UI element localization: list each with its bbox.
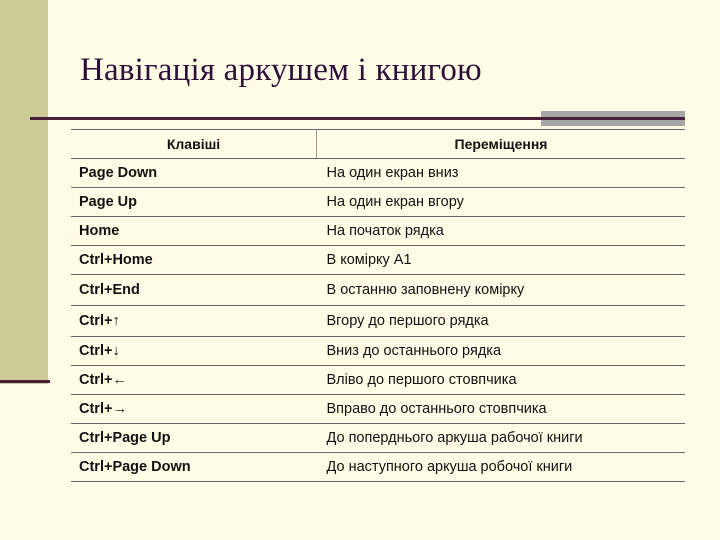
table-row: [71, 366, 685, 395]
title-accent-lower: [541, 120, 685, 126]
key-cell: Ctrl+↑: [71, 306, 317, 337]
action-cell: В комірку А1: [317, 246, 686, 275]
action-cell: До наступного аркуша робочої книги: [317, 453, 686, 482]
left-decorative-bar: [0, 0, 48, 384]
key-cell: Home: [71, 217, 317, 246]
key-cell: Page Down: [71, 159, 317, 188]
action-cell: На один екран вниз: [317, 159, 686, 188]
key-cell: Ctrl+←: [71, 366, 317, 395]
table-row: [71, 188, 685, 217]
action-cell: Вліво до першого стовпчика: [317, 366, 686, 395]
table-row: [71, 424, 685, 453]
key-cell: Ctrl+Page Up: [71, 424, 317, 453]
table-header-row: [71, 130, 685, 159]
key-cell: Ctrl+↓: [71, 337, 317, 366]
action-cell: На початок рядка: [317, 217, 686, 246]
table-row: [71, 337, 685, 366]
left-bar-rule: [0, 380, 50, 383]
action-cell: Вгору до першого рядка: [317, 306, 686, 337]
slide-title: Навігація аркушем і книгою: [80, 52, 482, 88]
table-row: [71, 395, 685, 424]
table-row: [71, 453, 685, 482]
key-cell: Ctrl+Page Down: [71, 453, 317, 482]
header-movement: Переміщення: [317, 130, 686, 159]
key-cell: Page Up: [71, 188, 317, 217]
table-row: [71, 275, 685, 306]
key-cell: Ctrl+End: [71, 275, 317, 306]
action-cell: До поперднього аркуша рабочої книги: [317, 424, 686, 453]
action-cell: В останню заповнену комірку: [317, 275, 686, 306]
table-row: [71, 159, 685, 188]
table-row: [71, 217, 685, 246]
table-row: [71, 246, 685, 275]
key-cell: Ctrl+Home: [71, 246, 317, 275]
shortcuts-table: [71, 129, 685, 482]
action-cell: Вправо до останнього стовпчика: [317, 395, 686, 424]
key-cell: Ctrl+→: [71, 395, 317, 424]
header-keys: Клавіші: [71, 130, 317, 159]
action-cell: На один екран вгору: [317, 188, 686, 217]
action-cell: Вниз до останнього рядка: [317, 337, 686, 366]
table-row: [71, 306, 685, 337]
